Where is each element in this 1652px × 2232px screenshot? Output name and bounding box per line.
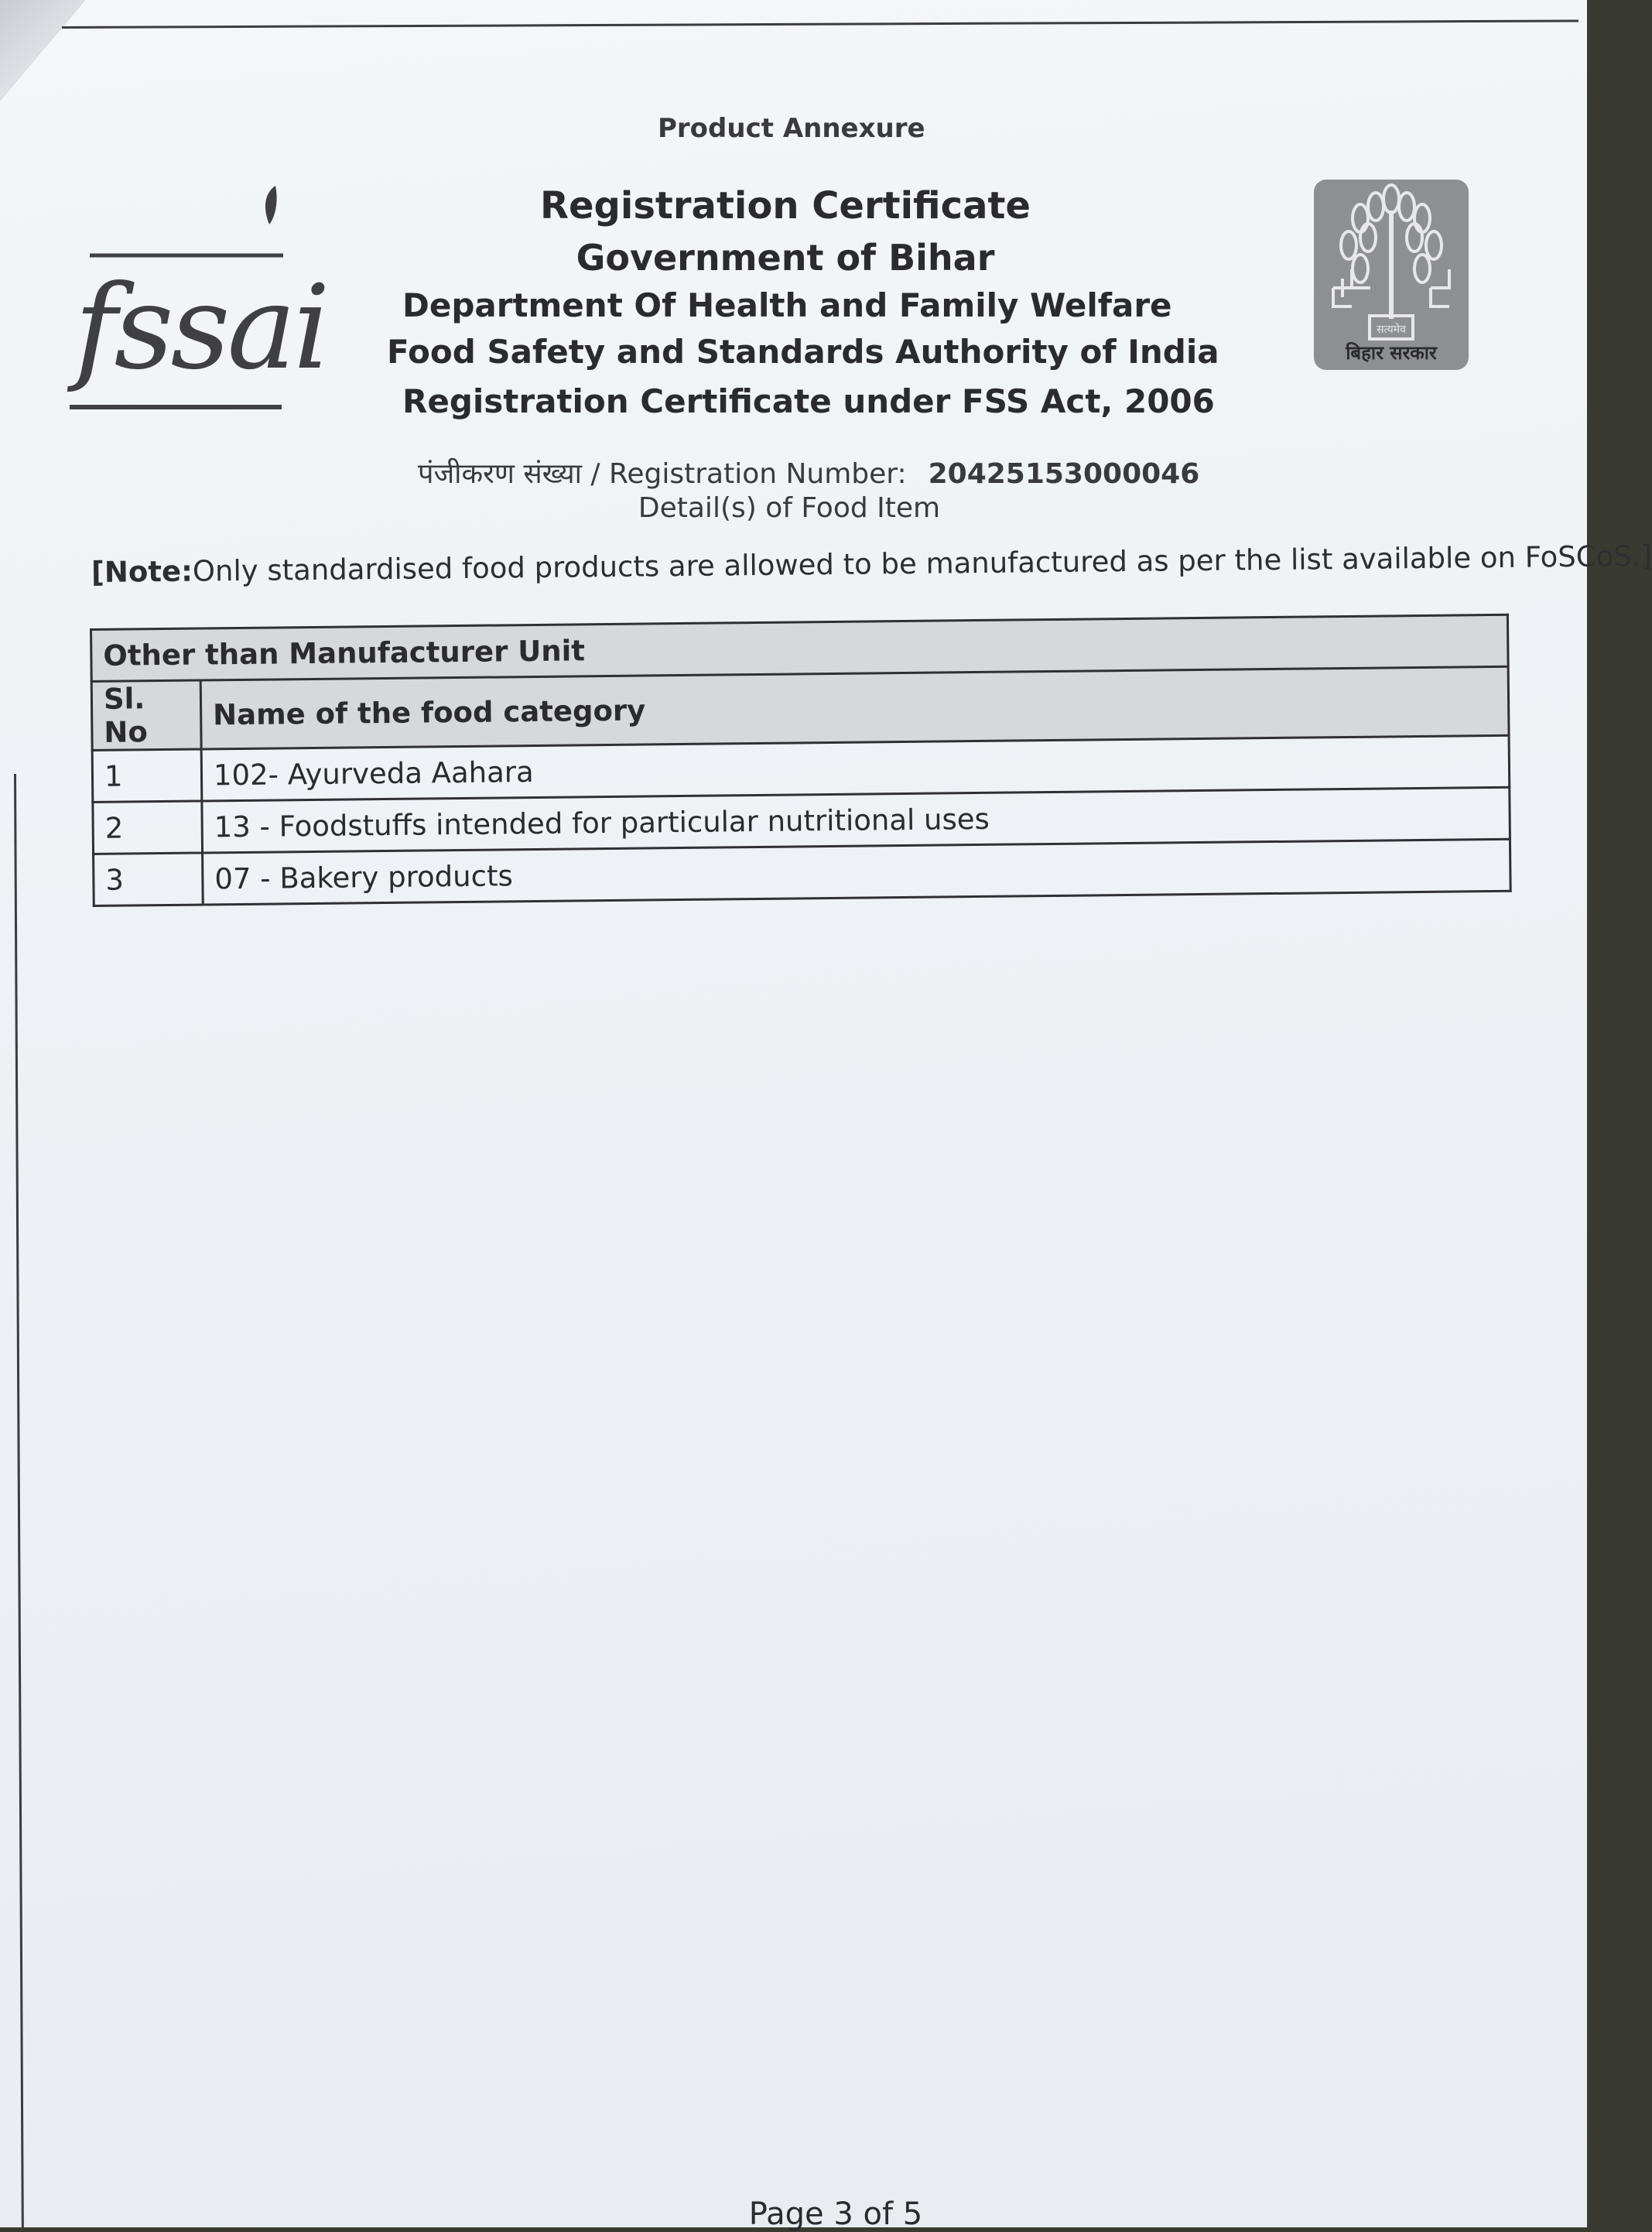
cell-sl-no: 2	[93, 801, 203, 854]
bihar-emblem	[1314, 180, 1469, 370]
column-header-food-category: Name of the food category	[200, 666, 1509, 749]
registration-number-line	[418, 454, 1200, 491]
cell-sl-no: 1	[92, 749, 202, 802]
registration-number-label: पंजीकरण संख्या / Registration Number:	[418, 458, 907, 490]
annexure-heading: Product Annexure	[658, 113, 925, 144]
note-label: [Note:	[91, 554, 193, 589]
fssai-logo	[67, 186, 327, 418]
title-act: Registration Certificate under FSS Act, 2006	[402, 382, 1215, 420]
cell-sl-no: 3	[94, 853, 204, 905]
food-category-table	[90, 614, 1512, 907]
cell-food-category: 102- Ayurveda Aahara	[201, 735, 1510, 801]
emblem-inner-text: सत्यमेव	[1377, 324, 1406, 336]
cell-food-category: 07 - Bakery products	[203, 839, 1511, 905]
cell-food-category: 13 - Foodstuffs intended for particular nutritional uses	[202, 787, 1510, 853]
title-department: Department Of Health and Family Welfare	[402, 286, 1172, 324]
fssai-logo-text: fssai	[74, 261, 327, 395]
title-registration-certificate: Registration Certificate	[540, 184, 1031, 228]
note-body: Only standardised food products are allowed to be manufactured as per the list available on FoSCoS.]	[192, 539, 1652, 588]
table-section-header: Other than Manufacturer Unit	[91, 614, 1509, 681]
title-authority: Food Safety and Standards Authority of India	[387, 333, 1219, 371]
page-number: Page 3 of 5	[748, 2196, 923, 2232]
emblem-caption: बिहार सरकार	[1346, 342, 1437, 364]
title-government: Government of Bihar	[576, 237, 995, 279]
registration-number-value: 20425153000046	[928, 458, 1200, 490]
column-header-sl-no: Sl. No	[91, 680, 201, 750]
detail-heading: Detail(s) of Food Item	[638, 492, 941, 524]
